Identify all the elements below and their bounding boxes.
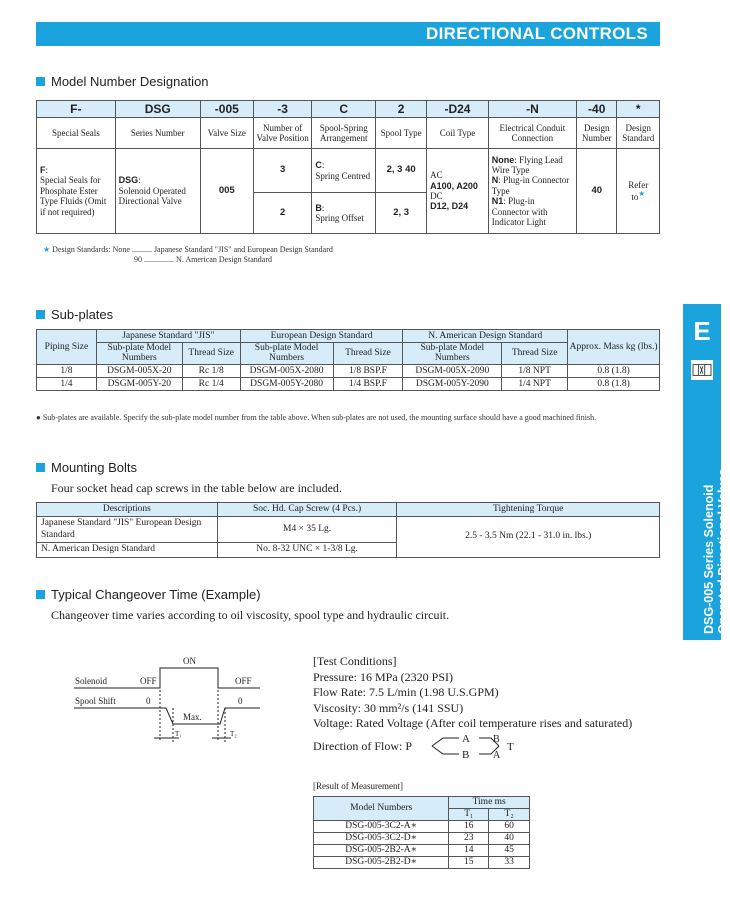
svg-text:B: B — [493, 734, 500, 745]
special-seals-cell: F: Special Seals for Phosphate Ester Type Fluids (Omit if not required) — [37, 149, 116, 234]
bolts-section-title: Mounting Bolts — [36, 460, 137, 475]
header-cell: Spool Type — [376, 118, 427, 149]
header-cell: Thread Size — [333, 343, 403, 365]
result-title: [Result of Measurement] — [313, 781, 403, 791]
header-cell: N. American Design Standard — [403, 330, 568, 343]
star-icon: ★ — [43, 245, 51, 254]
arrow-line — [432, 746, 459, 754]
header-cell: Thread Size — [502, 343, 568, 365]
section-bullet-icon — [36, 77, 45, 86]
result-table — [313, 796, 530, 869]
torque-cell: 2.5 - 3.5 Nm (22.1 - 31.0 in. lbs.) — [397, 517, 660, 557]
bullet-icon: ● — [36, 413, 41, 422]
direction-of-flow-label: Direction of Flow: P — [313, 739, 412, 753]
design-standard-cell: Refer to★ — [617, 149, 660, 234]
svg-text:B: B — [462, 749, 470, 761]
bolts-intro: Four socket head cap screws in the table below are included. — [51, 481, 342, 495]
section-bullet-icon — [36, 590, 45, 599]
section-letter: E — [693, 316, 711, 346]
series-cell: DSG: Solenoid Operated Directional Valve — [115, 149, 200, 234]
design-number-cell: 40 — [577, 149, 617, 234]
header-cell: Descriptions — [37, 503, 218, 517]
svg-text:A: A — [462, 733, 470, 745]
t1-label: T₁ — [175, 730, 182, 738]
timing-diagram — [70, 650, 280, 745]
position-3-cell: 3 — [253, 149, 311, 193]
header-cell: T₁ — [449, 809, 489, 821]
zero-label: 0 — [238, 696, 243, 706]
spool-type-b-cell: 2, 3 — [376, 193, 427, 234]
header-cell: Piping Size — [37, 330, 97, 365]
header-cell: Model Numbers — [314, 797, 449, 821]
off-label: OFF — [235, 676, 252, 686]
header-cell: Japanese Standard "JIS" — [96, 330, 240, 343]
changeover-intro: Changeover time varies according to oil viscosity, spool type and hydraulic circuit. — [51, 608, 450, 622]
changeover-section-title: Typical Changeover Time (Example) — [36, 587, 261, 602]
table-row: Japanese Standard "JIS" European Design Standard M4 × 35 Lg. 2.5 - 3.5 Nm (22.1 - 31.0 in. lbs.) — [37, 517, 660, 543]
header-cell: Time ms — [449, 797, 530, 809]
spring-centred-cell: C: Spring Centred — [312, 149, 376, 193]
zero-label: 0 — [146, 696, 151, 706]
table-row: N. American Design Standard No. 8-32 UNC × 1-3/8 Lg. — [37, 543, 660, 557]
code-cell: -3 — [253, 101, 311, 118]
code-cell: C — [312, 101, 376, 118]
section-side-tab — [683, 304, 730, 640]
spool-shift-label: Spool Shift — [75, 696, 116, 706]
header-cell: Sub-plate Model Numbers — [403, 343, 502, 365]
header-cell: Tightening Torque — [397, 503, 660, 517]
table-row: DSG-005-3C2-A∗ 16 60 — [314, 821, 530, 833]
max-label: Max. — [183, 712, 202, 722]
solenoid-label: Solenoid — [75, 676, 108, 686]
header-cell: Series Number — [115, 118, 200, 149]
spool-type-c-cell: 2, 3 40 — [376, 149, 427, 193]
header-cell: Approx. Mass kg (lbs.) — [568, 330, 660, 365]
svg-text:A: A — [493, 750, 501, 761]
subplates-table — [36, 329, 660, 391]
header-cell: Soc. Hd. Cap Screw (4 Pcs.) — [217, 503, 397, 517]
code-cell: -40 — [577, 101, 617, 118]
flow-arrows — [431, 731, 521, 761]
header-cell: Design Number — [577, 118, 617, 149]
star-icon: ★ — [638, 189, 646, 198]
position-2-cell: 2 — [253, 193, 311, 234]
table-row: 1/8 DSGM-005X-20 Rc 1/8 DSGM-005X-2080 1/8 BSP.F DSGM-005X-2090 1/8 NPT 0.8 (1.8) — [37, 364, 660, 377]
section-bullet-icon — [36, 463, 45, 472]
header-cell: Number of Valve Position — [253, 118, 311, 149]
spring-offset-cell: B: Spring Offset — [312, 193, 376, 234]
code-cell: * — [617, 101, 660, 118]
header-cell: Valve Size — [200, 118, 253, 149]
on-label: ON — [183, 656, 196, 666]
model-section-title: Model Number Designation — [36, 74, 209, 89]
header-cell: Sub-plate Model Numbers — [96, 343, 182, 365]
code-cell: F- — [37, 101, 116, 118]
t2-label: T₂ — [230, 730, 237, 738]
header-cell: Design Standard — [617, 118, 660, 149]
header-cell: Coil Type — [427, 118, 489, 149]
conduit-cell: None: Flying Lead Wire Type N: Plug-in Connector Type N1: Plug-in Connector with Indicator Light — [488, 149, 576, 234]
header-cell: T₂ — [489, 809, 530, 821]
table-row: DSG-005-2B2-A∗ 14 45 — [314, 845, 530, 857]
valve-symbol-icon — [691, 360, 713, 380]
table-row: 1/4 DSGM-005Y-20 Rc 1/4 DSGM-005Y-2080 1/4 BSP.F DSGM-005Y-2090 1/4 NPT 0.8 (1.8) — [37, 377, 660, 390]
code-cell: -N — [488, 101, 576, 118]
spool-shift-line — [74, 708, 260, 724]
arrow-line — [432, 738, 459, 746]
side-tab-label: DSG-005 Series Solenoid Operated Directional Valves — [702, 468, 730, 634]
section-bullet-icon — [36, 310, 45, 319]
header-cell: Thread Size — [182, 343, 240, 365]
coil-type-cell: AC A100, A200 DC D12, D24 — [427, 149, 489, 234]
model-number-table — [36, 100, 660, 234]
valve-size-cell: 005 — [200, 149, 253, 234]
design-standards-note: ★ Design Standards: None .......... Japanese Standard "JIS" and European Design Standard 90 ............... N. American Design Standard — [43, 245, 333, 265]
page-header: DIRECTIONAL CONTROLS — [36, 22, 660, 46]
header-cell: Sub-plate Model Numbers — [240, 343, 333, 365]
code-cell: -D24 — [427, 101, 489, 118]
code-cell: 2 — [376, 101, 427, 118]
subplates-note: ● Sub-plates are available. Specify the sub-plate model number from the table above. When sub-plates are not used, the mounting surface should have a good machined finish. — [36, 413, 597, 422]
off-label: OFF — [140, 676, 157, 686]
header-cell: European Design Standard — [240, 330, 403, 343]
code-cell: -005 — [200, 101, 253, 118]
header-cell: Electrical Conduit Connection — [488, 118, 576, 149]
subplates-section-title: Sub-plates — [36, 307, 113, 322]
test-conditions: [Test Conditions] Pressure: 16 MPa (2320 PSI) Flow Rate: 7.5 L/min (1.98 U.S.GPM) Viscosity: 30 mm²/s (141 SSU) Voltage: Rated Voltage (After coil temperature rises and saturated) — [313, 654, 633, 730]
header-cell: Spool-Spring Arrangement — [312, 118, 376, 149]
header-cell: Special Seals — [37, 118, 116, 149]
code-cell: DSG — [115, 101, 200, 118]
bolts-table — [36, 502, 660, 558]
svg-text:T: T — [507, 741, 514, 753]
table-row: DSG-005-2B2-D∗ 15 33 — [314, 857, 530, 869]
table-row: DSG-005-3C2-D∗ 23 40 — [314, 833, 530, 845]
